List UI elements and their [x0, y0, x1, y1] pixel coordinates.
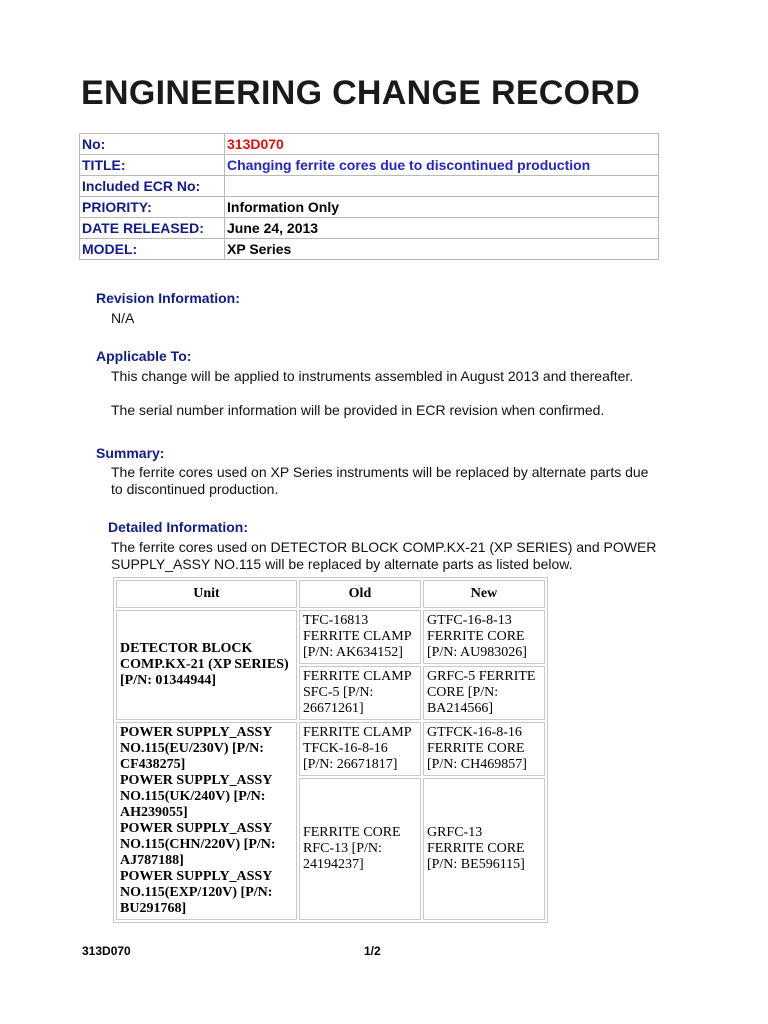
new-part-cell: GTFCK-16-8-16 FERRITE CORE [P/N: CH469857]: [423, 722, 545, 776]
applicable-heading: Applicable To:: [96, 348, 192, 364]
title-label: TITLE:: [80, 155, 225, 176]
power-supply-exp-label: POWER SUPPLY_ASSY NO.115(EXP/120V) [P/N: BU291768]: [120, 869, 273, 916]
no-label: No:: [80, 134, 225, 155]
included-ecr-label: Included ECR No:: [80, 176, 225, 197]
detailed-heading: Detailed Information:: [108, 519, 249, 535]
col-header-old: Old: [299, 580, 421, 608]
summary-heading: Summary:: [96, 445, 165, 461]
title-value: Changing ferrite cores due to discontinued production: [225, 155, 659, 176]
new-part-cell: GTFC-16-8-13 FERRITE CORE [P/N: AU983026]: [423, 610, 545, 664]
priority-label: PRIORITY:: [80, 197, 225, 218]
page-title: ENGINEERING CHANGE RECORD: [81, 74, 641, 112]
col-header-unit: Unit: [116, 580, 297, 608]
header-row-included-ecr: [80, 176, 659, 197]
detailed-text: The ferrite cores used on DETECTOR BLOCK COMP.KX-21 (XP SERIES) and POWER SUPPLY_ASSY NO.115 will be replaced by alternate parts as listed below.: [111, 539, 657, 572]
table-row: [116, 722, 545, 776]
header-row-priority: [80, 197, 659, 218]
power-supply-chn-label: POWER SUPPLY_ASSY NO.115(CHN/220V) [P/N: AJ787188]: [120, 821, 276, 868]
summary-text: The ferrite cores used on XP Series instruments will be replaced by alternate parts due to discontinued production.: [111, 464, 649, 497]
table-row: [116, 610, 545, 664]
date-released-value: June 24, 2013: [225, 218, 659, 239]
applicable-text-1: This change will be applied to instruments assembled in August 2013 and thereafter.: [111, 368, 634, 384]
revision-text: N/A: [111, 310, 135, 326]
parts-table: [113, 577, 548, 923]
revision-heading: Revision Information:: [96, 290, 240, 306]
footer-doc-number: 313D070: [82, 944, 131, 958]
power-supply-unit-cell: [116, 722, 297, 920]
model-label: MODEL:: [80, 239, 225, 260]
parts-header-row: [116, 580, 545, 608]
power-supply-eu-label: POWER SUPPLY_ASSY NO.115(EU/230V) [P/N: CF438275]: [120, 725, 272, 772]
footer-page-number: 1/2: [364, 944, 381, 958]
included-ecr-value: [225, 176, 659, 197]
old-part-cell: FERRITE CLAMP SFC-5 [P/N: 26671261]: [299, 666, 421, 720]
old-part-cell: FERRITE CORE RFC-13 [P/N: 24194237]: [299, 778, 421, 920]
no-value: 313D070: [225, 134, 659, 155]
header-row-model: [80, 239, 659, 260]
priority-value: Information Only: [225, 197, 659, 218]
old-part-cell: TFC-16813 FERRITE CLAMP [P/N: AK634152]: [299, 610, 421, 664]
detector-unit-cell: DETECTOR BLOCK COMP.KX-21 (XP SERIES) [P/N: 01344944]: [116, 610, 297, 720]
new-part-cell: GRFC-13 FERRITE CORE [P/N: BE596115]: [423, 778, 545, 920]
applicable-text-2: The serial number information will be provided in ECR revision when confirmed.: [111, 402, 605, 418]
date-released-label: DATE RELEASED:: [80, 218, 225, 239]
header-row-no: [80, 134, 659, 155]
header-row-title: [80, 155, 659, 176]
header-info-table: [79, 133, 659, 260]
header-row-date-released: [80, 218, 659, 239]
new-part-cell: GRFC-5 FERRITE CORE [P/N: BA214566]: [423, 666, 545, 720]
model-value: XP Series: [225, 239, 659, 260]
old-part-cell: FERRITE CLAMP TFCK-16-8-16 [P/N: 26671817]: [299, 722, 421, 776]
col-header-new: New: [423, 580, 545, 608]
power-supply-uk-label: POWER SUPPLY_ASSY NO.115(UK/240V) [P/N: AH239055]: [120, 773, 272, 820]
